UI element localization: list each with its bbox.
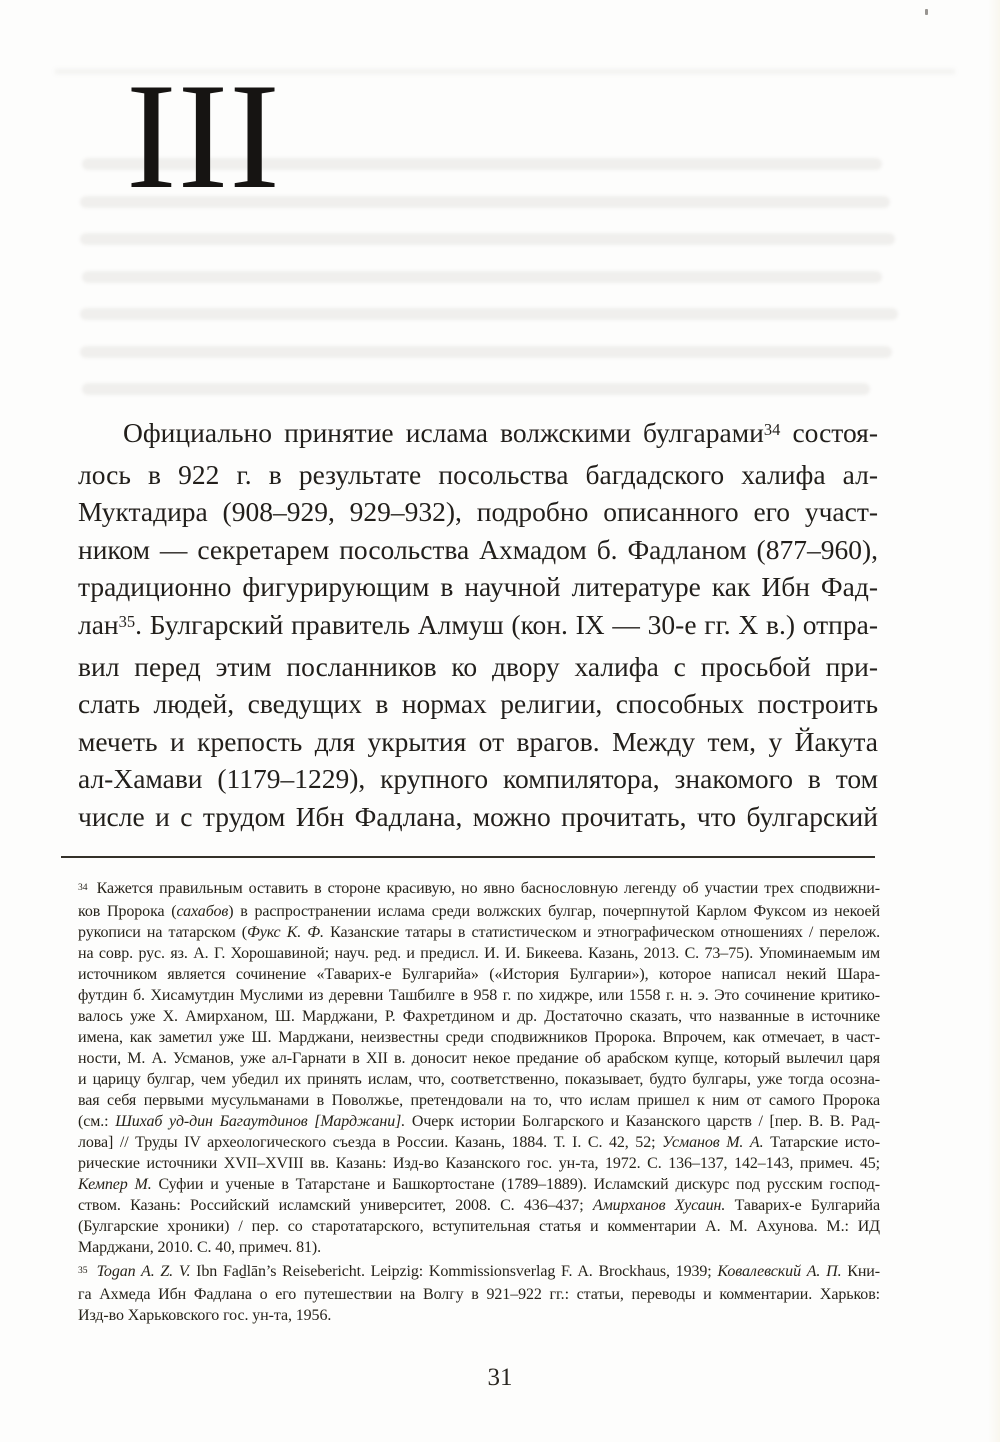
text-line (78, 760, 878, 798)
text-run: Муктадира (908–929, 929–932), подробно описанного его участ- (78, 496, 878, 528)
text-line (78, 985, 880, 1006)
text-run: (Булгарские хроники) / пер. со старотатарского, вступительная статья и комментарии А. М. Ахунова. М.: ИД (78, 1218, 880, 1235)
text-run: вая себя первыми мусульманами в Поволжье, претендовали на то, что ислам пришел к ним от самого Пророка (78, 1092, 880, 1109)
text-line (78, 1284, 880, 1305)
text-line (78, 685, 878, 723)
chapter-heading: III (126, 52, 281, 220)
text-run: числе и с трудом Ибн Фадлана, можно прочитать, что булгарский (78, 800, 878, 832)
text-line (78, 456, 878, 494)
text-run: состоя- (780, 417, 878, 448)
text-line (78, 493, 878, 531)
text-run: ) в распространении ислама среди волжских булгар, почерпнутой Карлом Фуксом из некоей (228, 903, 881, 920)
text-run: рукописи на татарском ( (78, 924, 248, 941)
text-line (78, 901, 880, 922)
page-edge-tint (988, 0, 1000, 1442)
text-line (78, 964, 880, 985)
text-run: лось в 922 г. в результате посольства багдадского халифа ал- (78, 458, 878, 490)
text-line (78, 414, 878, 456)
text-run: . Булгарский правитель Алмуш (кон. IX — 30-е гг. X в.) отпра- (135, 608, 878, 640)
italic-run: Togan A. Z. V. (96, 1263, 191, 1280)
text-run: Казанские татары в статистическом и этнографическом отношениях / перелож. (323, 924, 880, 941)
text-line (78, 1216, 880, 1237)
text-run: (см.: (78, 1113, 116, 1130)
text-run: футдин б. Хисамутдин Муслими из деревни Ташбилге в 958 г. по хиджре, или 1558 г. н. э. Это сочинение критико- (78, 987, 880, 1004)
text-run: слать людей, сведущих в нормах религии, способных построить (78, 688, 878, 720)
text-run: мечеть и крепость для укрытия от врагов. Между тем, у Йакута (78, 725, 878, 757)
show-through-line (80, 346, 892, 358)
text-run: ков Пророка ( (78, 903, 177, 920)
italic-run: Ковалевский А. П. (717, 1263, 842, 1280)
text-line (78, 1006, 880, 1027)
italic-run: Амирханов Хусаин. (592, 1197, 726, 1214)
text-run: ности, М. А. Усманов, уже ал-Гарнати в XII в. доносит некое предание об арабском купце, который вылечил царя (78, 1050, 880, 1067)
italic-run: Кемпер М. (78, 1176, 152, 1193)
text-run: га Ахмеда Ибн Фадлана о его путешествии на Волгу в 921–922 гг.: статьи, переводы и комментарии. Харьков: (78, 1286, 880, 1303)
text-line (78, 648, 878, 686)
footnote-marker: 35 (118, 612, 136, 632)
text-line (78, 1027, 880, 1048)
text-line (78, 1132, 880, 1153)
text-run: традиционно фигурирующим в научной литературе как Ибн Фад- (78, 571, 878, 603)
page-number: 31 (487, 1364, 513, 1391)
text-run: Официально принятие ислама волжскими булгарами (123, 417, 764, 448)
main-paragraph (78, 414, 878, 836)
text-run: Татарские исто- (763, 1134, 880, 1151)
text-run: вил перед этим посланников ко двору халифа с просьбой при- (78, 650, 878, 682)
text-line (78, 1090, 880, 1111)
text-line (78, 1111, 880, 1132)
text-run: источником является сочинение «Таварих-е Булгарийа» («История Булгарии»), которое написал некий Шара- (78, 966, 880, 983)
text-line (78, 1174, 880, 1195)
text-run: ником — секретарем посольства Ахмадом б. Фадланом (877–960), (78, 533, 878, 565)
text-run: Кажется правильным оставить в стороне красивую, но явно баснословную легенду об участии трех сподвижни- (96, 880, 880, 897)
text-run: Таварих-е Булгарийа (725, 1197, 880, 1214)
text-line (78, 531, 878, 569)
footnote-marker: 34 (763, 420, 781, 440)
scan-speck-artifact (925, 9, 928, 15)
text-run: лан (78, 608, 119, 640)
text-run: ал-Хамави (1179–1229), крупного компилятора, знакомого в том (78, 763, 878, 795)
text-run: рические источники XVII–XVIII вв. Казань: Изд-во Казанского гос. ун-та, 1972. С. 136–137, 142–143, примеч. 45; (78, 1155, 880, 1172)
footnote-separator (61, 856, 875, 858)
text-line (78, 922, 880, 943)
text-line (78, 1237, 880, 1258)
text-run: имена, как заметил уже Ш. Марджани, неизвестны среди сподвижников Пророка. Впрочем, как отмечает, в част- (78, 1029, 880, 1046)
footnote-35 (78, 1261, 880, 1326)
text-line (78, 1261, 880, 1284)
text-run: Изд-во Харьковского гос. ун-та, 1956. (78, 1307, 332, 1324)
text-run: ством. Казань: Российский исламский университет, 2008. С. 436–437; (78, 1197, 593, 1214)
text-line (78, 1069, 880, 1090)
text-line (78, 1195, 880, 1216)
italic-run: Фукс К. Ф. (247, 924, 324, 941)
show-through-line (82, 271, 882, 283)
text-run: Марджани, 2010. С. 40, примеч. 81). (78, 1239, 322, 1256)
text-line (78, 1048, 880, 1069)
footnote-marker: 34 (78, 881, 88, 893)
text-line (78, 568, 878, 606)
text-run: Очерк истории Болгарского и Казанского царств / [пер. В. В. Рад- (405, 1113, 881, 1130)
text-run: и царицу булгар, чем убедил их принять ислам, что, соответственно, показывает, будто булгары, уже тогда осозна- (78, 1071, 880, 1088)
text-run: Кни- (841, 1263, 880, 1280)
show-through-line (80, 233, 895, 245)
footnote-marker: 35 (78, 1264, 88, 1276)
text-run: на совр. рус. яз. А. Г. Хорошавиной; науч. ред. и предисл. И. И. Бикеева. Казань, 2013. С. 73–75). Упоминаемым им (78, 945, 880, 962)
text-line (78, 878, 880, 901)
italic-run: Шихаб уд-дин Багаутдинов [Марджани]. (115, 1113, 406, 1130)
text-line (78, 606, 878, 648)
show-through-line (80, 308, 898, 320)
text-line (78, 1305, 880, 1326)
text-line (78, 943, 880, 964)
footnote-34 (78, 878, 880, 1258)
footnotes-section (78, 878, 880, 1329)
text-run: Ibn Faḏlān’s Reisebericht. Leipzig: Kommissionsverlag F. A. Brockhaus, 1939; (190, 1263, 718, 1280)
italic-run: сахабов (176, 903, 229, 920)
text-line (78, 1153, 880, 1174)
text-line (78, 798, 878, 836)
show-through-line (82, 383, 870, 395)
text-run: Суфии и ученые в Татарстане и Башкортостане (1789–1889). Исламский дискурс под русским господ- (151, 1176, 880, 1193)
text-run: валось уже Х. Амирханом, Ш. Марджани, Р. Фахретдином и др. Достаточно сказать, что названные в источнике (78, 1008, 880, 1025)
italic-run: Усманов М. А. (662, 1134, 764, 1151)
text-line (78, 723, 878, 761)
text-run: лова] // Труды IV археологического съезда в России. Казань, 1884. Т. I. С. 42, 52; (78, 1134, 663, 1151)
